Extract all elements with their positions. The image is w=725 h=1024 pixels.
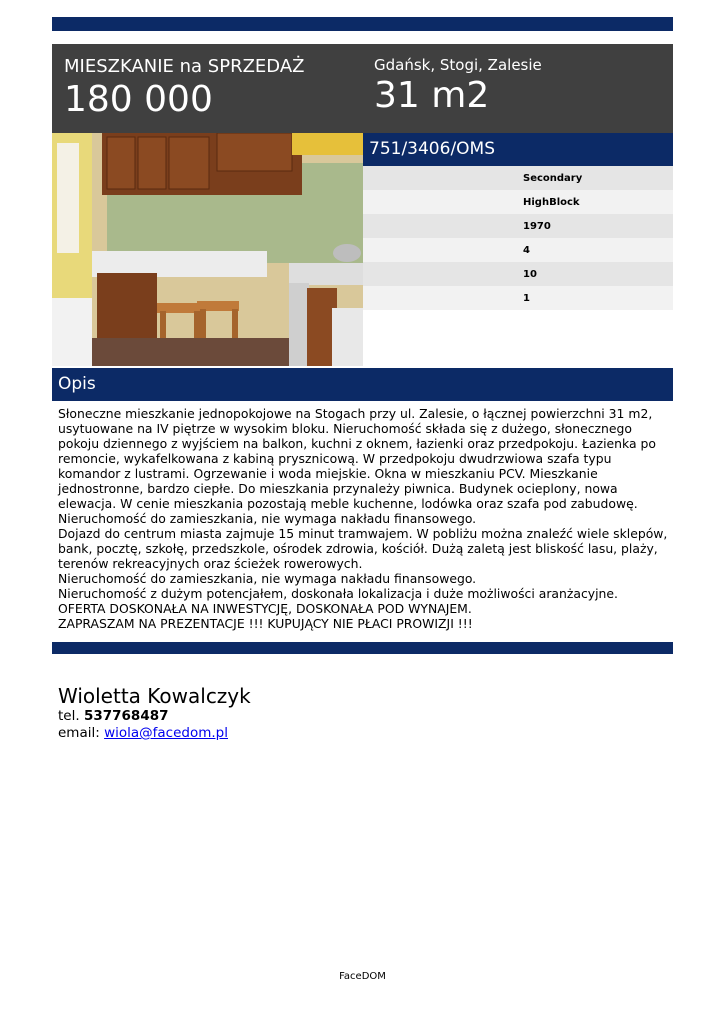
description-paragraph: Nieruchomość do zamieszkania, nie wymaga nakładu finansowego. xyxy=(58,571,477,586)
description-paragraph: Słoneczne mieszkanie jednopokojowe na Stogach przy ul. Zalesie, o łącznej powierzchni 31 m2, usytuowane na IV piętrze w wysokim bloku. Nieruchomość składa się z dużego, słonecznego pokoju dziennego z wyjściem na balkon, kuchni z oknem, łazienki oraz przedpokoju. Łazienka po remoncie, wykafelkowana z kabiną prysznicową. W przedpokoju dwudrzwiowa szafa typu komandor z lustrami. Ogrzewanie i woda miejskie. Okna w mieszkaniu PCV. Mieszkanie jednostronne, bardzo ciepłe. Do mieszkania przynależy piwnica. Budynek ocieplony, nowa elewacja. W cenie mieszkania pozostają meble kuchenne, lodówka oraz szafa pod zabudowę. xyxy=(58,406,656,511)
agent-email-line xyxy=(58,725,251,742)
param-value: HighBlock xyxy=(523,197,580,208)
reference-bar xyxy=(363,133,673,166)
kitchen-photo-illustration xyxy=(52,133,363,366)
param-row xyxy=(363,286,673,310)
param-row xyxy=(363,214,673,238)
description-heading-bar xyxy=(52,368,673,401)
param-value: Secondary xyxy=(523,173,583,184)
reference-number: 751/3406/OMS xyxy=(369,139,496,159)
listing-type: MIESZKANIE na SPRZEDAŻ xyxy=(64,56,305,77)
area: 31 m2 xyxy=(374,75,490,116)
param-value: 1970 xyxy=(523,221,551,232)
param-value: 1 xyxy=(523,293,530,304)
param-row xyxy=(363,190,673,214)
params-table xyxy=(363,166,673,310)
agent-contact xyxy=(58,684,251,742)
phone-number: 537768487 xyxy=(83,708,169,724)
email-link[interactable]: wiola@facedom.pl xyxy=(104,725,228,741)
description-paragraph: Nieruchomość do zamieszkania, nie wymaga nakładu finansowego. xyxy=(58,511,477,526)
description-heading: Opis xyxy=(58,374,96,394)
bottom-bar xyxy=(52,642,673,654)
param-row xyxy=(363,238,673,262)
listing-header xyxy=(52,44,673,133)
top-bar xyxy=(52,17,673,31)
description-paragraph: Dojazd do centrum miasta zajmuje 15 minut tramwajem. W pobliżu można znaleźć wiele sklepów, bank, pocztę, szkołę, przedszkole, ośrodek zdrowia, kościół. Dużą zaletą jest bliskość lasu, plaży, terenów rekreacyjnych oraz ścieżek rowerowych. xyxy=(58,526,668,571)
param-value: 4 xyxy=(523,245,530,256)
email-label: email: xyxy=(58,725,100,741)
price: 180 000 xyxy=(64,79,213,120)
agent-phone-line xyxy=(58,708,251,725)
kitchen-photo xyxy=(52,133,363,366)
phone-label: tel. xyxy=(58,708,80,724)
footer-brand: FaceDOM xyxy=(339,971,386,982)
description-paragraph: Nieruchomość z dużym potencjałem, doskonała lokalizacja i duże możliwości aranżacyjne. xyxy=(58,586,618,601)
description-text xyxy=(58,406,668,631)
param-value: 10 xyxy=(523,269,537,280)
location: Gdańsk, Stogi, Zalesie xyxy=(374,56,542,74)
param-row xyxy=(363,166,673,190)
param-row xyxy=(363,262,673,286)
description-paragraph: OFERTA DOSKONAŁA NA INWESTYCJĘ, DOSKONAŁA POD WYNAJEM. xyxy=(58,601,472,616)
description-paragraph: ZAPRASZAM NA PREZENTACJE !!! KUPUJĄCY NIE PŁACI PROWIZJI !!! xyxy=(58,616,473,631)
agent-name: Wioletta Kowalczyk xyxy=(58,684,251,708)
